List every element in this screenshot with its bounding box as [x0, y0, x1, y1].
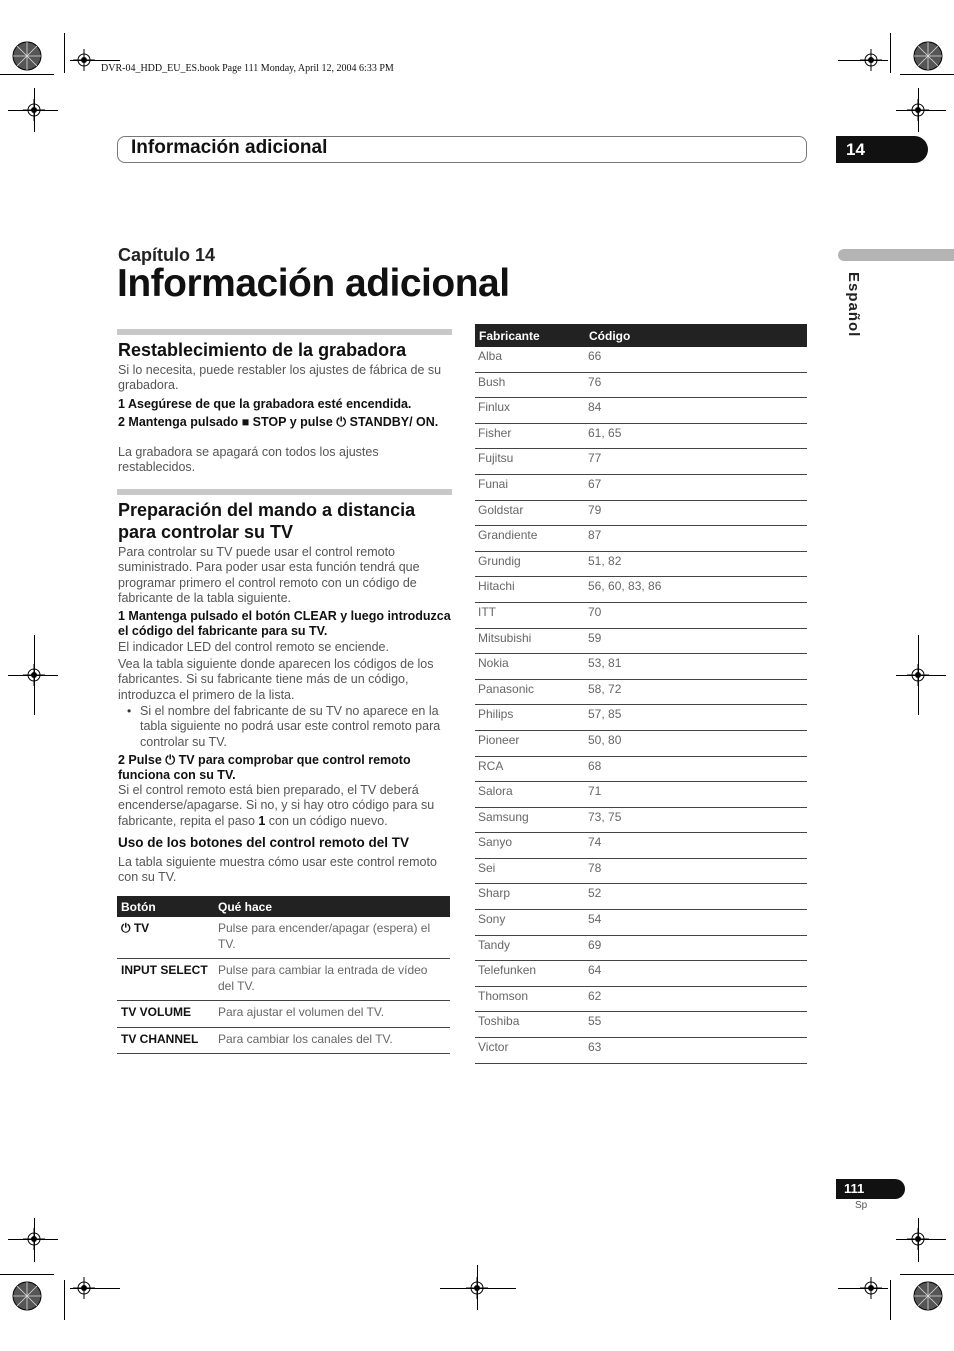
table-row: [475, 986, 807, 1012]
button-description: Pulse para cambiar la entrada de vídeo del TV.: [214, 959, 450, 1001]
manufacturer-code: 77: [585, 449, 807, 475]
registration-mark-icon: [860, 1277, 882, 1299]
section-divider: [117, 489, 452, 495]
bullet-text: Si el nombre del fabricante de su TV no aparece en la tabla siguiente no podrá usar este control remoto para controlar su TV.: [140, 704, 441, 749]
table-row: [117, 1001, 450, 1028]
manufacturer-code: 58, 72: [585, 679, 807, 705]
color-wheel-mark-icon: [913, 41, 943, 71]
table-row: [475, 423, 807, 449]
manufacturer-code: 56, 60, 83, 86: [585, 577, 807, 603]
manufacturer-code: 53, 81: [585, 654, 807, 680]
manufacturer-code: 76: [585, 372, 807, 398]
manufacturer-name: Fisher: [475, 423, 585, 449]
manufacturer-name: Bush: [475, 372, 585, 398]
manufacturer-code: 64: [585, 961, 807, 987]
manufacturer-name: Victor: [475, 1038, 585, 1064]
manufacturer-code: 62: [585, 986, 807, 1012]
step-2: 2 Mantenga pulsado ■ STOP y pulse ⏻ STANDBY/ ON.: [118, 415, 439, 429]
manufacturer-name: Sony: [475, 910, 585, 936]
file-info: DVR-04_HDD_EU_ES.book Page 111 Monday, April 12, 2004 6:33 PM: [101, 63, 394, 74]
body-text: Para controlar su TV puede usar el control remoto suministrado. Para poder usar esta función tendrá que programar primero el control remoto con un código de fabricante de la tabla siguiente.: [118, 545, 420, 605]
table-row: [475, 833, 807, 859]
page-number: 111: [836, 1179, 905, 1199]
manufacturer-code: 68: [585, 756, 807, 782]
manufacturer-code: 51, 82: [585, 551, 807, 577]
registration-mark-icon: [907, 664, 929, 686]
button-name: ⏻ TV: [117, 917, 214, 959]
table-row: [475, 628, 807, 654]
table-row: [475, 961, 807, 987]
language-tab: [838, 249, 954, 261]
button-table: [117, 896, 450, 1054]
body-text: La tabla siguiente muestra cómo usar este control remoto con su TV.: [118, 855, 437, 885]
table-row: [475, 705, 807, 731]
table-row: [475, 372, 807, 398]
subsection-title: Uso de los botones del control remoto del TV: [118, 835, 410, 850]
column-header: Botón: [117, 896, 214, 917]
manufacturer-code: 67: [585, 474, 807, 500]
manufacturer-code: 59: [585, 628, 807, 654]
table-row: [475, 398, 807, 424]
table-row: [475, 551, 807, 577]
manufacturer-name: Hitachi: [475, 577, 585, 603]
manufacturer-code-table: [475, 324, 807, 1064]
manufacturer-name: Toshiba: [475, 1012, 585, 1038]
registration-mark-icon: [907, 1228, 929, 1250]
manufacturer-name: Samsung: [475, 807, 585, 833]
body-text: La grabadora se apagará con todos los ajustes restablecidos.: [118, 445, 379, 475]
color-wheel-mark-icon: [913, 1281, 943, 1311]
manufacturer-code: 66: [585, 347, 807, 372]
registration-mark-icon: [23, 1228, 45, 1250]
manufacturer-code: 73, 75: [585, 807, 807, 833]
table-row: [475, 679, 807, 705]
table-row: [475, 910, 807, 936]
body-text: El indicador LED del control remoto se enciende.: [118, 640, 389, 654]
body-text-part: con un código nuevo.: [265, 813, 388, 828]
manufacturer-code: 50, 80: [585, 730, 807, 756]
manufacturer-name: Finlux: [475, 398, 585, 424]
table-row: [475, 858, 807, 884]
manufacturer-name: Fujitsu: [475, 449, 585, 475]
manufacturer-name: Sei: [475, 858, 585, 884]
button-name: TV CHANNEL: [117, 1027, 214, 1054]
table-header-row: [475, 324, 807, 347]
body-text-part: Si el control remoto está bien preparado, el TV deberá encenderse/apagarse. Si no, y si hay otro código para su fabricante, repita el paso: [118, 783, 435, 828]
bullet-icon: •: [127, 704, 132, 718]
language-label: Español: [845, 272, 862, 338]
table-row: [475, 756, 807, 782]
manufacturer-code: 79: [585, 500, 807, 526]
manufacturer-code: 70: [585, 602, 807, 628]
button-description: Pulse para encender/apagar (espera) el TV.: [214, 917, 450, 959]
manufacturer-rows: [475, 347, 807, 1063]
table-header-row: [117, 896, 450, 917]
manufacturer-name: Telefunken: [475, 961, 585, 987]
table-row: [475, 449, 807, 475]
table-row: [475, 577, 807, 603]
button-name: TV VOLUME: [117, 1001, 214, 1028]
manufacturer-name: Mitsubishi: [475, 628, 585, 654]
table-row: [475, 347, 807, 372]
body-text: [118, 783, 453, 829]
section-divider: [117, 329, 452, 335]
table-row: [117, 1027, 450, 1054]
table-row: [475, 807, 807, 833]
manufacturer-name: Thomson: [475, 986, 585, 1012]
running-header-title: Información adicional: [131, 137, 328, 158]
table-row: [117, 959, 450, 1001]
table-row: [475, 602, 807, 628]
chapter-label: Capítulo 14: [118, 245, 216, 265]
color-wheel-mark-icon: [12, 41, 42, 71]
manufacturer-name: Philips: [475, 705, 585, 731]
table-row: [475, 654, 807, 680]
manufacturer-code: 78: [585, 858, 807, 884]
manufacturer-name: Nokia: [475, 654, 585, 680]
column-header: Código: [585, 324, 807, 347]
page-language-code: Sp: [855, 1200, 868, 1211]
registration-mark-icon: [860, 49, 882, 71]
registration-mark-icon: [466, 1277, 488, 1299]
step-2: 2 Pulse ⏻ TV para comprobar que control remoto funciona con su TV.: [118, 753, 411, 783]
manufacturer-name: RCA: [475, 756, 585, 782]
table-row: [117, 917, 450, 959]
table-row: [475, 730, 807, 756]
manufacturer-code: 74: [585, 833, 807, 859]
manufacturer-code: 54: [585, 910, 807, 936]
chapter-number-badge: 14: [836, 136, 928, 163]
registration-mark-icon: [23, 99, 45, 121]
manufacturer-code: 87: [585, 526, 807, 552]
table-row: [475, 1012, 807, 1038]
registration-mark-icon: [23, 664, 45, 686]
manufacturer-name: Sharp: [475, 884, 585, 910]
manufacturer-name: Tandy: [475, 935, 585, 961]
table-row: [475, 1038, 807, 1064]
registration-mark-icon: [73, 49, 95, 71]
color-wheel-mark-icon: [12, 1281, 42, 1311]
registration-mark-icon: [907, 99, 929, 121]
manufacturer-code: 61, 65: [585, 423, 807, 449]
manufacturer-name: Sanyo: [475, 833, 585, 859]
section-title: Restablecimiento de la grabadora: [118, 340, 407, 360]
manufacturer-code: 63: [585, 1038, 807, 1064]
table-row: [475, 526, 807, 552]
manufacturer-name: Pioneer: [475, 730, 585, 756]
table-row: [475, 782, 807, 808]
table-row: [475, 474, 807, 500]
manufacturer-code: 52: [585, 884, 807, 910]
step-1: 1 Mantenga pulsado el botón CLEAR y luego introduzca el código del fabricante para su TV.: [118, 609, 451, 639]
step-reference: 1: [258, 813, 266, 828]
body-text: Vea la tabla siguiente donde aparecen los códigos de los fabricantes. Si su fabricante tiene más de un código, introduzca el primero de la lista.: [118, 657, 434, 702]
table-row: [475, 884, 807, 910]
table-row: [475, 500, 807, 526]
step-1: 1 Asegúrese de que la grabadora esté encendida.: [118, 397, 412, 411]
manufacturer-name: Panasonic: [475, 679, 585, 705]
registration-mark-icon: [73, 1277, 95, 1299]
manufacturer-name: Grundig: [475, 551, 585, 577]
button-description: Para ajustar el volumen del TV.: [214, 1001, 450, 1028]
manufacturer-name: Goldstar: [475, 500, 585, 526]
section-title: Preparación del mando a distancia para controlar su TV: [118, 500, 416, 542]
manufacturer-name: Grandiente: [475, 526, 585, 552]
manufacturer-name: ITT: [475, 602, 585, 628]
column-header: Qué hace: [214, 896, 450, 917]
manufacturer-code: 69: [585, 935, 807, 961]
column-header: Fabricante: [475, 324, 585, 347]
page-title: Información adicional: [117, 262, 510, 305]
body-text: Si lo necesita, puede restabler los ajustes de fábrica de su grabadora.: [118, 363, 442, 393]
manufacturer-code: 57, 85: [585, 705, 807, 731]
button-name: INPUT SELECT: [117, 959, 214, 1001]
manufacturer-code: 84: [585, 398, 807, 424]
manufacturer-code: 71: [585, 782, 807, 808]
manufacturer-code: 55: [585, 1012, 807, 1038]
manufacturer-name: Alba: [475, 347, 585, 372]
manufacturer-name: Salora: [475, 782, 585, 808]
manufacturer-name: Funai: [475, 474, 585, 500]
table-row: [475, 935, 807, 961]
button-description: Para cambiar los canales del TV.: [214, 1027, 450, 1054]
